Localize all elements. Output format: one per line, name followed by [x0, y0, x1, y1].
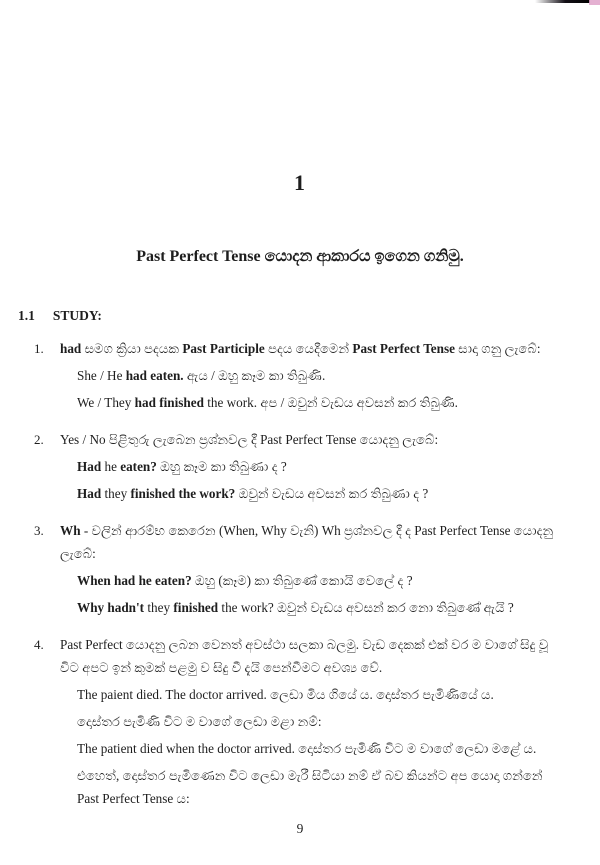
text-run: they	[101, 486, 131, 501]
text-run: the work? ඔවුන් වැඩය අවසන් කර නො තිබුණේ ඇයි ?	[218, 600, 514, 615]
text-run: ඔහු කෑම කා තිබුණා ද ?	[156, 459, 287, 474]
text-run: දොස්තර පැමිණි විට ම වාගේ ලෙඩා මළා නම්:	[77, 714, 322, 729]
text-run: සාදා ගනු ලැබේ:	[458, 341, 541, 356]
text-run: Past Perfect යොදනු ලබන වෙනත් අවස්ථා සලකා බලමු. වැඩ දෙකක් එක් වර ම වාගේ සිදු වූ විට අපට ඉන් කුමක් පළමු ව සිදු වී දැයි පෙන්වීමට අවශ්‍ය වේ.	[60, 637, 549, 675]
item-paragraph	[60, 337, 558, 360]
list-item	[34, 633, 558, 810]
text-run: had eaten.	[125, 368, 184, 383]
text-run: එහෙත්, දොස්තර පැමිණෙන විට ලෙඩා මැරී සිටියා නම් ඒ බව කියන්ට අප යොදා ගන්නේ Past Perfect Tense ය:	[77, 768, 543, 806]
example-line	[77, 764, 558, 810]
text-run: When had he eaten?	[77, 573, 192, 588]
item-body	[60, 633, 558, 810]
text-run: finished the work?	[130, 486, 236, 501]
text-run: the work. අප / ඔවුන් වැඩය අවසන් කර තිබුණි.	[203, 395, 458, 410]
text-run: Past Participle	[182, 341, 269, 356]
item-number: 2.	[34, 432, 44, 447]
text-run: Yes / No පිළිතුරු ලැබෙන ප්‍රශ්නවල දී Past Perfect Tense යොදනු ලැබේ:	[60, 432, 439, 447]
page-number: 9	[296, 821, 304, 836]
text-run: සමග ක්‍රියා පදයක	[84, 341, 183, 356]
text-run: We / They	[77, 395, 135, 410]
scan-artifact-strip	[535, 0, 590, 3]
text-run: Why hadn't	[77, 600, 145, 615]
scan-artifact-pink	[589, 0, 600, 5]
example-line	[77, 482, 558, 505]
text-run: ඔවුන් වැඩය අවසන් කර තිබුණා ද ?	[235, 486, 429, 501]
text-run: finished	[173, 600, 219, 615]
list-item	[34, 428, 558, 505]
item-paragraph	[60, 519, 558, 565]
text-run: Had	[77, 459, 102, 474]
text-run: Past Perfect Tense	[352, 341, 459, 356]
example-line	[77, 364, 558, 387]
text-run: පදය යෙදීමෙන්	[268, 341, 353, 356]
text-run: had	[60, 341, 85, 356]
item-number: 3.	[34, 523, 44, 538]
example-line	[77, 391, 558, 414]
example-line	[77, 569, 558, 592]
text-run: they	[144, 600, 174, 615]
item-paragraph	[60, 633, 558, 679]
text-run: The patient died when the doctor arrived. දොස්තර පැමිණි විට ම වාගේ ලෙඩා මළේ ය.	[77, 741, 537, 756]
example-line	[77, 737, 558, 760]
item-paragraph	[60, 428, 558, 451]
example-line	[77, 683, 558, 706]
example-line	[77, 596, 558, 619]
section-heading	[18, 308, 600, 324]
item-number: 4.	[34, 637, 44, 652]
text-run: - වලින් ආරම්භ කෙරෙන (When, Why වැනි) Wh ප්‍රශ්නවල දී ද Past Perfect Tense යොදනු ලැබේ:	[60, 523, 554, 561]
example-line	[77, 455, 558, 478]
text-run: ඔහු (කෑම) කා තිබුණේ කොයි වෙලේ ද ?	[191, 573, 413, 588]
text-run: he	[101, 459, 121, 474]
item-body	[60, 337, 558, 414]
text-run: She / He	[77, 368, 126, 383]
section-number: 1.1	[18, 308, 35, 323]
item-number: 1.	[34, 341, 44, 356]
section-label: STUDY:	[52, 308, 102, 323]
list-item	[34, 519, 558, 619]
text-run: Had	[77, 486, 102, 501]
text-run: ඇය / ඔහු කෑම කා තිබුණි.	[183, 368, 326, 383]
item-body	[60, 519, 558, 619]
text-run: Wh	[60, 523, 81, 538]
study-list	[0, 337, 600, 810]
text-run: eaten?	[120, 459, 157, 474]
item-body	[60, 428, 558, 505]
page-title: Past Perfect Tense යොදන ආකාරය ඉගෙන ගනිමු.	[136, 248, 464, 265]
example-line	[77, 710, 558, 733]
chapter-number: 1	[294, 170, 306, 195]
list-item	[34, 337, 558, 414]
text-run: had finished	[134, 395, 204, 410]
text-run: The paient died. The doctor arrived. ලෙඩා මිය ගියේ ය. දොස්තර පැමිණියේ ය.	[77, 687, 494, 702]
